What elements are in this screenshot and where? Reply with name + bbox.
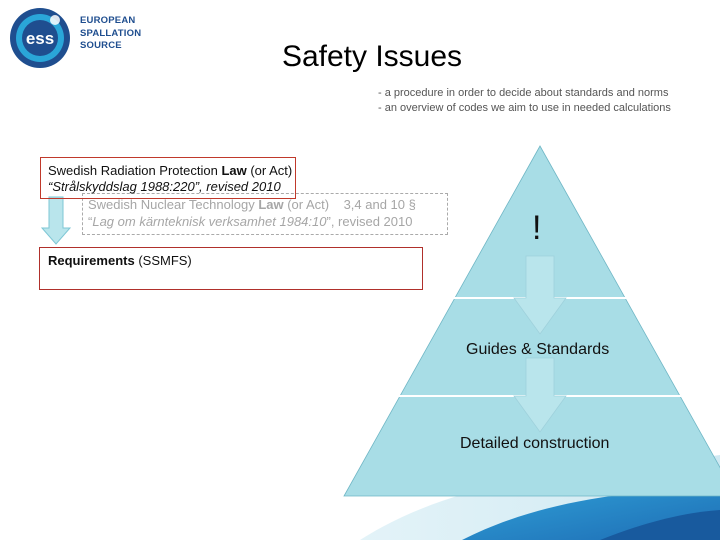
logo-abbr: ess (25, 29, 55, 48)
pyramid-level-guides: Guides & Standards (466, 341, 610, 358)
nuclear-law-name: Swedish Nuclear Technology Law (or Act) 3,4 and 10 § (88, 197, 416, 212)
pyramid-level-detailed: Detailed construction (460, 435, 610, 452)
logo-line-1: EUROPEAN (80, 15, 136, 26)
nuclear-law-quote: “Lag om kärnteknisk verksamhet 1984:10”, revised 2010 (88, 214, 413, 229)
radiation-law-quote: “Strålskyddslag 1988:220”, revised 2010 (48, 179, 281, 194)
logo-line-2: SPALLATION (80, 27, 142, 39)
subtitle-line-1: - a procedure in order to decide about standards and norms (378, 87, 669, 99)
logo-line-3: SOURCE (80, 40, 122, 51)
pyramid-top-mark: ! (532, 209, 542, 247)
radiation-law-name: Swedish Radiation Protection Law (or Act) (48, 163, 293, 178)
page-title: Safety Issues (281, 40, 463, 73)
subtitle-line-2: - an overview of codes we aim to use in needed calculations (378, 102, 671, 114)
requirements-text: Requirements (SSMFS) (48, 253, 192, 268)
radiation-law-text (48, 163, 292, 195)
nuclear-law-text (88, 196, 416, 230)
subtitle-bullets (378, 86, 671, 116)
